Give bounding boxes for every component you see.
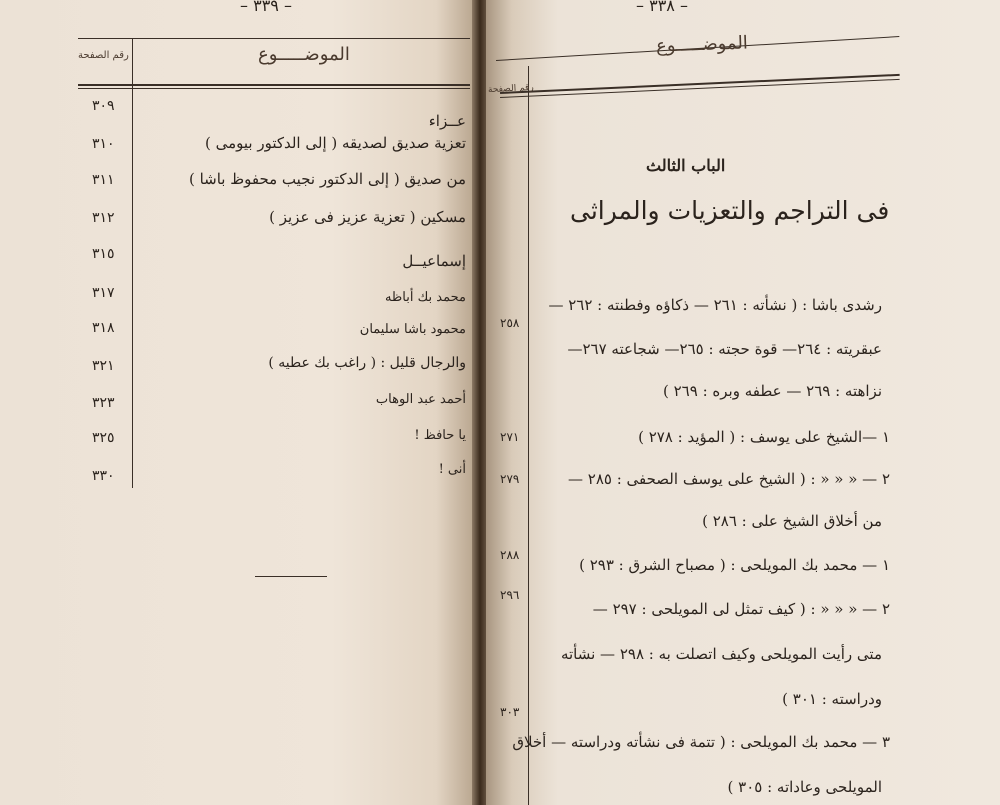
left-entry-7-page: ٣١٨	[92, 320, 115, 336]
left-entry-10: يا حافظ !	[414, 428, 466, 443]
right-line-3: نزاهته : ٢٦٩ — عطفه وبره : ٢٦٩ )	[663, 382, 882, 400]
right-line-8-page: ٢٩٦	[500, 588, 520, 602]
left-entry-1: عــزاء	[428, 112, 466, 130]
left-entry-11-page: ٣٣٠	[92, 468, 115, 484]
left-header-bottom-rule-2	[78, 88, 470, 89]
left-page	[0, 0, 474, 805]
left-entry-6: محمد بك أباظه	[384, 290, 466, 305]
left-header-top-rule	[78, 38, 470, 39]
right-line-11: ٣ — محمد بك المويلحى : ( تتمة فى نشأته ودراسته — أخلاق	[512, 733, 890, 751]
right-line-9: متى رأيت المويلحى وكيف اتصلت به : ٢٩٨ — نشأته	[560, 645, 882, 663]
left-header-subject: الموضـــــوع	[258, 44, 350, 65]
right-line-7: ١ — محمد بك المويلحى : ( مصباح الشرق : ٢٩٣ )	[579, 556, 890, 574]
right-header-bottom-rule	[500, 74, 900, 94]
left-column-divider	[132, 38, 133, 488]
right-line-5-page: ٢٧٩	[500, 472, 520, 486]
right-line-5: ٢ — « « « : ( الشيخ على يوسف الصحفى : ٢٨٥ —	[567, 470, 890, 488]
left-entry-11: أنى !	[438, 462, 466, 477]
right-line-2: عبقريته : ٢٦٤— قوة حجته : ٢٦٥— شجاعته ٢٦٧—	[567, 340, 882, 358]
left-entry-2: تعزية صديق لصديقه ( إلى الدكتور بيومى )	[204, 134, 466, 152]
right-line-8: ٢ — « « « : ( كيف تمثل لى المويلحى : ٢٩٧ —	[592, 600, 890, 618]
right-line-1: رشدى باشا : ( نشأته : ٢٦١ — ذكاؤه وفطنته : ٢٦٢ —	[548, 296, 882, 314]
right-header-page: رقم الصفحة	[487, 82, 534, 96]
right-line-7-page: ٢٨٨	[500, 548, 520, 562]
right-line-4-page: ٢٧١	[500, 430, 520, 444]
left-entry-2-page: ٣١٠	[92, 136, 115, 152]
left-header-page: رقم الصفحة	[78, 50, 129, 61]
left-entry-3: من صديق ( إلى الدكتور نجيب محفوظ باشا )	[188, 170, 466, 188]
right-line-6: من أخلاق الشيخ على : ٢٨٦ )	[702, 512, 882, 530]
right-column-divider	[528, 66, 529, 805]
left-entry-1-page: ٣٠٩	[92, 98, 115, 114]
right-line-12: المويلحى وعاداته : ٣٠٥ )	[727, 778, 882, 796]
left-entry-7: محمود باشا سليمان	[359, 322, 466, 337]
left-entry-8: والرجال قليل : ( راغب بك عطيه )	[268, 355, 466, 371]
left-entry-6-page: ٣١٧	[92, 285, 115, 301]
right-header-subject: الموضـــــوع	[655, 32, 749, 57]
left-entry-10-page: ٣٢٥	[92, 430, 115, 446]
right-line-10: ودراسته : ٣٠١ )	[782, 690, 882, 708]
chapter-heading: الباب الثالث	[646, 156, 726, 175]
left-entry-5-page: ٣١٥	[92, 246, 115, 262]
left-end-rule	[255, 576, 327, 577]
right-line-4: ١ —الشيخ على يوسف : ( المؤيد : ٢٧٨ )	[638, 428, 890, 446]
chapter-title: فى التراجم والتعزيات والمراثى	[570, 196, 890, 225]
left-entry-8-page: ٣٢١	[92, 358, 115, 374]
left-entry-4-page: ٣١٢	[92, 210, 115, 226]
left-entry-5: إسماعيــل	[402, 252, 466, 270]
right-line-1-page: ٢٥٨	[500, 316, 520, 330]
left-entry-9: أحمد عبد الوهاب	[375, 392, 466, 407]
right-page-number: – ٣٣٨ –	[636, 0, 688, 15]
right-line-11-page: ٣٠٣	[500, 705, 520, 719]
right-page	[486, 0, 1000, 805]
left-entry-4: مسكين ( تعزية عزيز فى عزيز )	[269, 208, 466, 226]
left-entry-9-page: ٣٢٣	[92, 395, 115, 411]
left-header-bottom-rule	[78, 84, 470, 86]
left-page-number: – ٣٣٩ –	[240, 0, 292, 15]
left-entry-3-page: ٣١١	[92, 172, 115, 188]
